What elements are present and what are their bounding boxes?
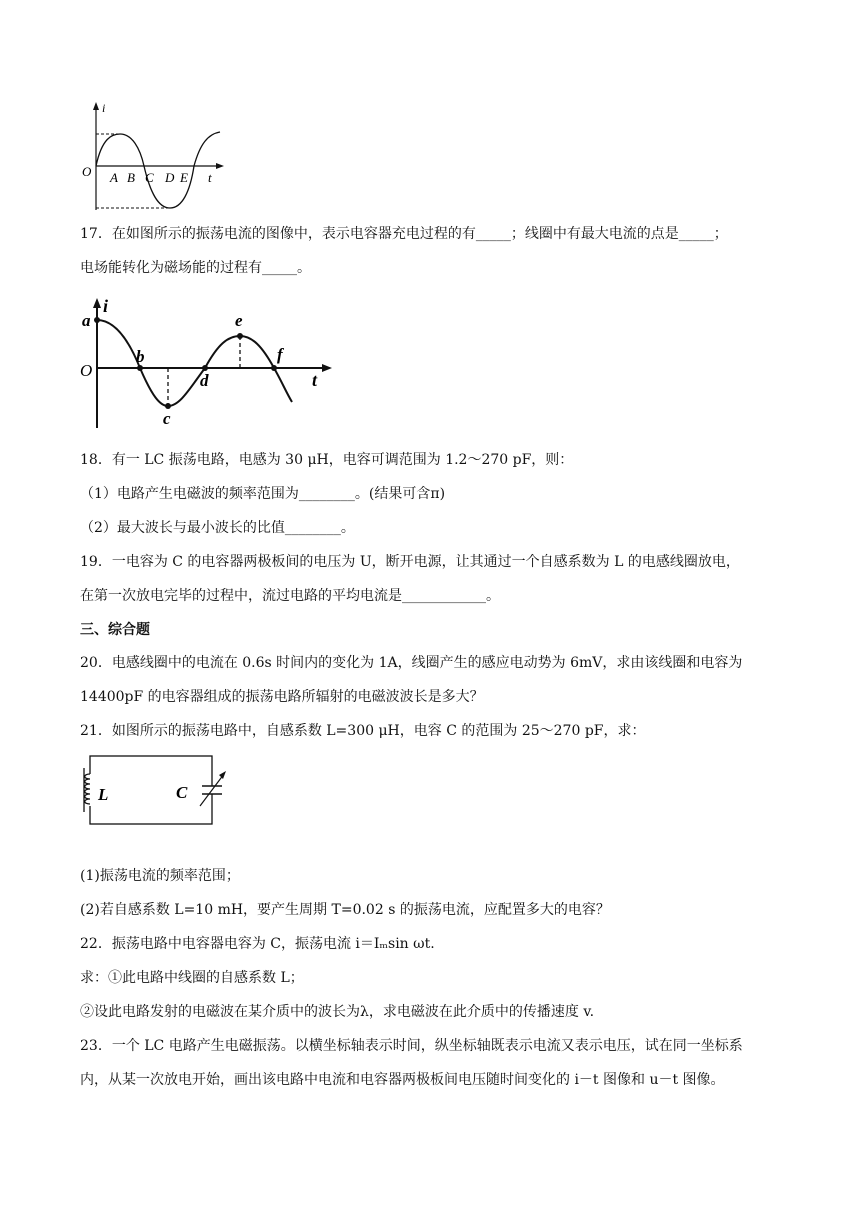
point-label: e [235,311,243,330]
oscillation-curve [97,320,292,406]
q22-line3: ②设此电路发射的电磁波在某介质中的波长为λ，求电磁波在此介质中的传播速度 v. [80,1004,595,1020]
point-label: E [180,170,188,185]
axis-i-label: i [103,296,109,316]
figure-lc-circuit [80,752,240,830]
point-label: A [110,170,118,185]
point-label: c [163,409,171,428]
q18-part1: （1）电路产生电磁波的频率范围为________。(结果可含π) [80,486,446,502]
point-label: f [277,345,283,364]
q21-part1: (1)振荡电流的频率范围； [80,868,240,884]
q20-line2: 14400pF 的电容器组成的振荡电路所辐射的电磁波波长是多大？ [80,689,484,705]
q20-line1: 20．电感线圈中的电流在 0.6s 时间内的变化为 1A，线圈产生的感应电动势为 6mV，求由该线圈和电容为 [80,655,743,671]
q23-line1: 23．一个 LC 电路产生电磁振荡。以横坐标轴表示时间，纵坐标轴既表示电流又表示电压，试在同一坐标系 [80,1038,743,1054]
q23-line2: 内，从某一次放电开始，画出该电路中电流和电容器两极板间电压随时间变化的 i－t 图像和 u－t 图像。 [80,1072,725,1088]
point-label: a [82,311,91,330]
point-label: D [165,170,175,185]
inductor-label: L [98,785,109,804]
point-label: d [200,371,209,390]
axis-t-label: t [208,170,212,185]
q18-line1: 18．有一 LC 振荡电路，电感为 30 μH，电容可调范围为 1.2～270 pF，则： [80,452,574,468]
q19-line1: 19．一电容为 C 的电容器两极板间的电压为 U，断开电源，让其通过一个自感系数为 L 的电感线圈放电， [80,554,740,570]
q21-line1: 21．如图所示的振荡电路中，自感系数 L=300 μH，电容 C 的范围为 25～270 pF，求： [80,723,646,739]
q19-line2: 在第一次放电完毕的过程中，流过电路的平均电流是____________。 [80,588,500,604]
figure-it-graph-2 [80,296,335,431]
point-label: B [127,170,135,185]
point-label: C [145,170,154,185]
q17-line1: 17．在如图所示的振荡电流的图像中，表示电容器充电过程的有_____；线圈中有最大电流的点是_____； [80,226,728,242]
inductor-coil [85,774,90,804]
capacitor-label: C [176,783,188,802]
q17-line2: 电场能转化为磁场能的过程有_____。 [80,260,311,276]
figure-it-graph-1 [82,100,227,215]
axis-t-label: t [312,370,318,390]
q22-line2: 求：①此电路中线圈的自感系数 L； [80,970,304,986]
origin-label: O [80,361,93,380]
q21-part2: (2)若自感系数 L=10 mH，要产生周期 T=0.02 s 的振荡电流，应配置多大的电容？ [80,902,610,918]
axis-i-label: i [102,101,106,115]
q22-line1: 22．振荡电路中电容器电容为 C，振荡电流 i＝Iₘsin ωt. [80,936,435,952]
section-heading: 三、综合题 [80,622,150,638]
point-label: b [136,347,145,366]
origin-label: O [82,164,92,179]
q18-part2: （2）最大波长与最小波长的比值________。 [80,520,355,536]
